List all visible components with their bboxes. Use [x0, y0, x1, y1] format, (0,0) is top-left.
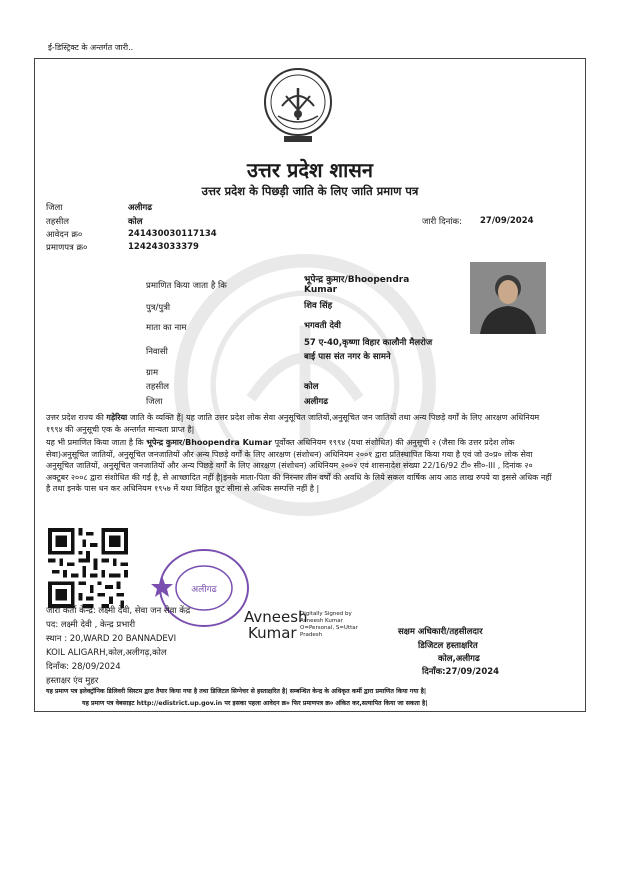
digital-signature-detail3: O=Personal, S=Uttar	[300, 625, 358, 631]
authority-date: दिनाँक:27/09/2024	[422, 667, 500, 677]
authority-signed: डिजिटल हस्ताक्षरित	[418, 641, 478, 651]
person-tehsil-label: तहसील	[146, 382, 170, 392]
issuer-center: जारी कर्ता केन्द्र: लक्ष्मी देवी, सेवा जन सेवा केंद्र	[46, 606, 191, 616]
stamp-center-text: अलीगढ	[191, 585, 217, 595]
official-seal-stamp	[148, 542, 256, 642]
district-label: जिला	[46, 203, 63, 213]
digital-signature-name-line2: Kumar	[248, 624, 297, 642]
para1-suffix: जाति के व्यक्ति हैं| यह जाति उत्तर प्रदेश लोक सेवा अनुसूचित जातियों,अनुसूचित जन जातियों तथा अन्य पिछड़े वर्गों के लिए आरक्षण अधिनियम १९९४ की अनुसूची एक के अन्तर्गत मान्यता प्राप्त है|	[46, 413, 540, 434]
person-name-line1: भूपेन्द्र कुमार/Bhoopendra	[304, 275, 410, 285]
issuer-date: दिनाँक: 28/09/2024	[46, 662, 121, 672]
person-district-label: जिला	[146, 397, 163, 407]
village-label: ग्राम	[146, 368, 159, 378]
up-emblem-icon	[262, 66, 334, 144]
person-district-value: अलीगढ	[304, 397, 329, 407]
digital-signature-detail1: Digitally Signed by	[300, 611, 352, 617]
district-value: अलीगढ	[128, 203, 153, 213]
top-note: ई-डिस्ट्रिक्ट के अन्तर्गत जारी..	[48, 43, 134, 52]
issuer-position: पद: लक्ष्मी देवी , केन्द्र प्रभारी	[46, 620, 136, 630]
issue-date-label: जारी दिनांक:	[422, 217, 462, 227]
mother-label: माता का नाम	[146, 323, 187, 333]
person-tehsil-value: कोल	[304, 382, 319, 392]
page-title: उत्तर प्रदेश शासन	[247, 158, 373, 182]
para2-person-name: भूपेन्द्र कुमार/Bhoopendra Kumar	[146, 438, 273, 447]
mother-value: भगवती देवी	[304, 321, 341, 331]
para1-prefix: उत्तर प्रदेश राज्य की	[46, 413, 107, 422]
issuer-place: स्थान : 20,WARD 20 BANNADEVI	[46, 634, 177, 644]
certificate-number: 124243033379	[128, 242, 199, 252]
eligibility-paragraph	[46, 437, 556, 495]
application-label: आवेदन क्र०	[46, 230, 83, 240]
page-subtitle: उत्तर प्रदेश के पिछड़ी जाति के लिए जाति प्रमाण पत्र	[201, 184, 419, 198]
person-name-line2: Kumar	[304, 285, 338, 295]
digital-signature-name-line1: Avneesh	[244, 608, 308, 626]
caste-name: गड़ेरिया	[106, 413, 128, 422]
certificate-label: प्रमाणपत्र क्र०	[46, 243, 88, 253]
digital-signature-detail2: Avneesh Kumar	[300, 618, 343, 624]
issue-date-value: 27/09/2024	[480, 216, 534, 226]
address-line2: बाई पास संत नगर के सामने	[304, 352, 391, 362]
qr-code-icon	[48, 528, 128, 608]
father-label: पुत्र/पुत्री	[146, 303, 171, 313]
person-silhouette-icon	[470, 262, 546, 334]
issuer-seal-label: हस्ताक्षर एंव मुहर	[46, 676, 99, 686]
address-line1: 57 ए-40,कृष्णा विहार कालौनी मैलरोज	[304, 338, 433, 348]
caste-paragraph	[46, 412, 556, 435]
tehsil-label: तहसील	[46, 217, 70, 227]
authority-location: कोल,अलीगढ	[438, 654, 480, 664]
father-value: शिव सिंह	[304, 301, 333, 311]
tehsil-value: कोल	[128, 217, 143, 227]
para2-suffix: पूर्वोक्त अधिनियम १९९४ (यथा संशोधित) की अनुसूची २ (जैसा कि उत्तर प्रदेश लोक सेवा)अनुसूचित जातियों, अनुसूचित जनजातियों और अन्य पिछड़े वर्गों के लिए आरक्षण (संशोधन) अधिनियम २००१ द्वारा प्रतिस्थापित किया गया है एवं जो उ०प्र० लोक सेवा अनुसूचित जातियों, अनुसूचित जनजातियों और अन्य पिछड़े वर्गों के लिए आरक्षण (संशोधन) अधिनियम २००२ एवं शासनादेश संख्या 22/16/92 टी० सी०-III , दिनांक २० अक्टूबर २००८ द्वारा संशोधित की गई है, से आच्छादित नहीं है|इनके माता-पिता की निरन्तर तीन वर्षों की अवधि के लिये सकल वार्षिक आय आठ लाख रुपये या इससे अधिक नहीं है तथा इनके पास धन कर अधिनियम १९५७ में यथा विहित छूट सीमा से अधिक सम्पत्ति नहीं है |	[46, 438, 552, 494]
authority-title: सक्षम अधिकारी/तहसीलदार	[398, 627, 483, 637]
resident-label: निवासी	[146, 347, 168, 357]
footer-note-1: यह प्रमाण पत्र इलेक्ट्रॉनिक डिलिवरी सिस्टम द्वारा तैयार किया गया है तथा डिजिटल सिग्नेचर से हस्ताक्षरित है| सम्बन्धित केन्द्र के अधिकृत कर्मी द्वारा प्रमाणित किया गया है|	[46, 688, 427, 695]
para2-prefix: यह भी प्रमाणित किया जाता है कि	[46, 438, 147, 447]
digital-signature-detail4: Pradesh	[300, 632, 323, 638]
issuer-place-2: KOIL ALIGARH,कोल,अलीगढ़,कोल	[46, 648, 167, 658]
certify-label: प्रमाणित किया जाता है कि	[146, 281, 227, 291]
application-number: 241430030117134	[128, 229, 217, 239]
applicant-photo	[470, 262, 546, 334]
footer-note-2: यह प्रमाण पत्र वेबसाइट http://edistrict.up.gov.in पर इसका पहला आवेदन क्र० फिर प्रमाणपत्र क्र० अंकित कर,सत्यापित किया जा सकता है|	[82, 700, 428, 707]
